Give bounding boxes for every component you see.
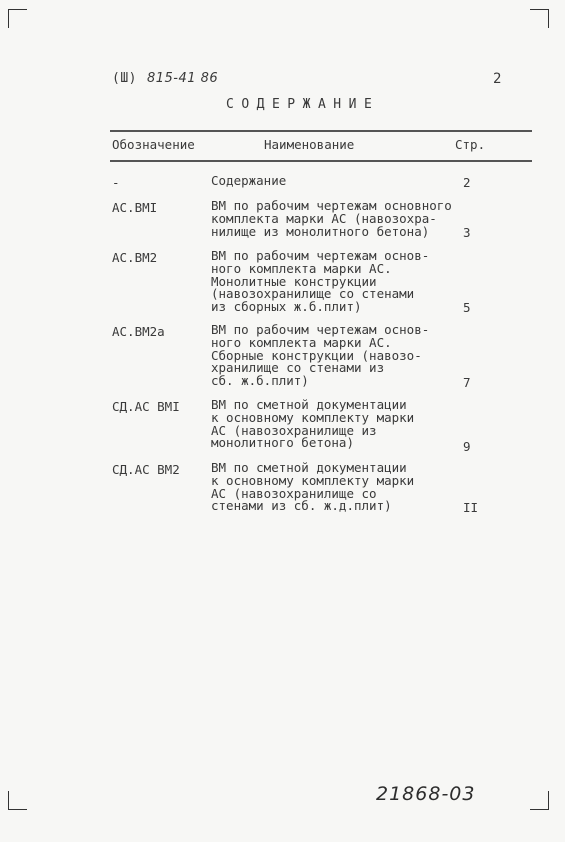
table-header-rule (110, 160, 532, 162)
row-page: 7 (463, 375, 471, 390)
row-code: СД.АС ВМI (112, 399, 180, 414)
row-code: АС.ВМ2 (112, 250, 158, 265)
row-page: II (463, 500, 479, 515)
row-code: АС.ВМ2а (112, 324, 165, 339)
row-name: Содержание (211, 173, 287, 188)
row-name: ВМ по сметной документации к основному комплекту марки АС (навозохранилище из монолитного бетона) (211, 397, 415, 451)
row-name: ВМ по сметной документации к основному комплекту марки АС (навозохранилище со стенами из сб. ж.д.плит) (211, 460, 415, 514)
row-page: 5 (463, 300, 471, 315)
page-title: СОДЕРЖАНИЕ (226, 97, 380, 112)
document-code-handwritten: 815-41 86 (146, 71, 219, 86)
row-page: 3 (463, 225, 471, 240)
row-name: ВМ по рабочим чертежам основ- ного комплекта марки АС. Монолитные конструкции (навозохранилище со стенами из сборных ж.б.плит) (211, 248, 430, 315)
row-page: 9 (463, 439, 471, 454)
row-code: АС.ВМI (112, 200, 158, 215)
corner-mark-top-left (8, 9, 27, 28)
column-header-page: Стр. (455, 137, 486, 152)
page-number: 2 (493, 71, 502, 87)
row-code: - (112, 175, 120, 190)
archive-stamp-number: 21868-03 (376, 783, 476, 805)
corner-mark-top-right (530, 9, 549, 28)
document-code-printed: (Ш) (112, 71, 137, 86)
row-name: ВМ по рабочим чертежам основного комплекта марки АС (навозохра- нилище из монолитного бетона) (211, 198, 452, 239)
corner-mark-bottom-left (8, 791, 27, 810)
row-code: СД.АС ВМ2 (112, 462, 180, 477)
row-name: ВМ по рабочим чертежам основ- ного комплекта марки АС. Сборные конструкции (навозо- хранилище со стенами из сб. ж.б.плит) (211, 322, 430, 389)
column-header-designation: Обозначение (112, 137, 195, 152)
row-page: 2 (463, 175, 471, 190)
corner-mark-bottom-right (530, 791, 549, 810)
column-header-name: Наименование (264, 137, 355, 152)
table-top-rule (110, 130, 532, 132)
document-code (112, 71, 218, 86)
